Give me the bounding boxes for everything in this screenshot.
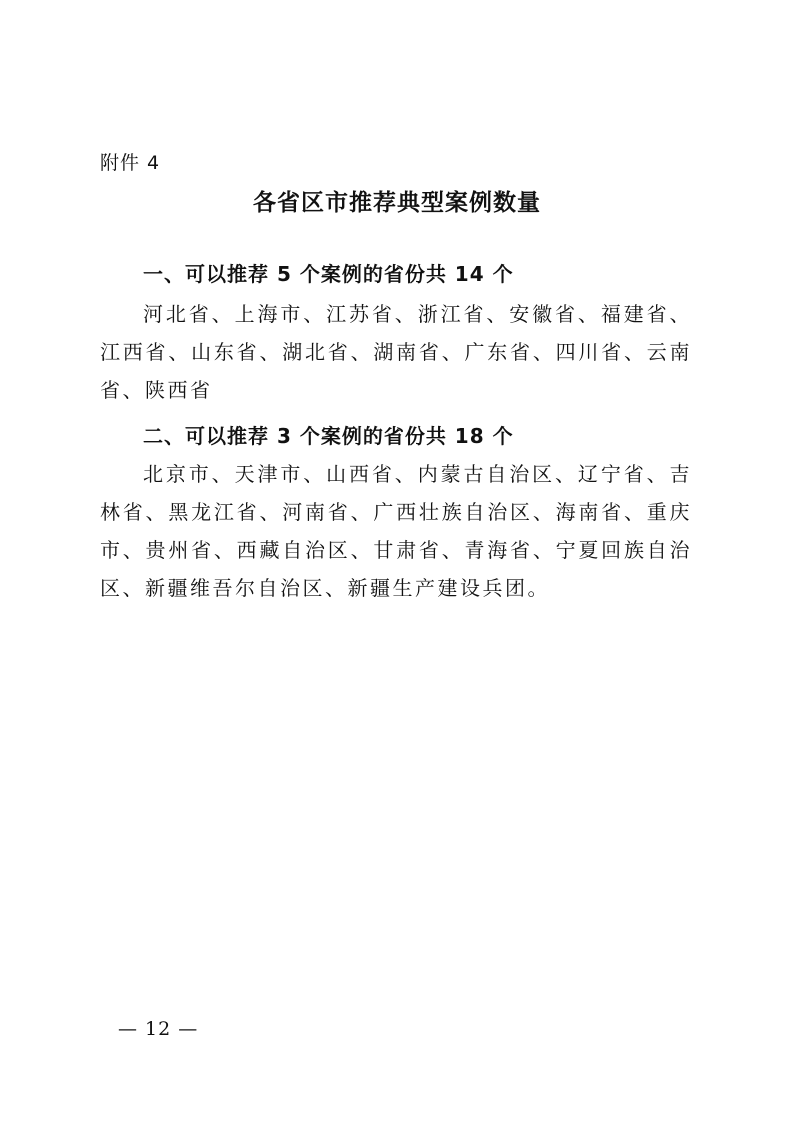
section-heading-2: 二、可以推荐 3 个案例的省份共 18 个 [143, 424, 514, 448]
section-body-1: 河北省、上海市、江苏省、浙江省、安徽省、福建省、江西省、山东省、湖北省、湖南省、广东省、四川省、云南省、陕西省 [100, 302, 692, 402]
attachment-label: 附件 4 [100, 152, 161, 174]
page-number: — 12 — [118, 1018, 199, 1040]
document-title: 各省区市推荐典型案例数量 [253, 189, 541, 216]
section-body-2: 北京市、天津市、山西省、内蒙古自治区、辽宁省、吉林省、黑龙江省、河南省、广西壮族自治区、海南省、重庆市、贵州省、西藏自治区、甘肃省、青海省、宁夏回族自治区、新疆维吾尔自治区、新疆生产建设兵团。 [100, 462, 692, 600]
section-heading-1: 一、可以推荐 5 个案例的省份共 14 个 [143, 262, 514, 286]
